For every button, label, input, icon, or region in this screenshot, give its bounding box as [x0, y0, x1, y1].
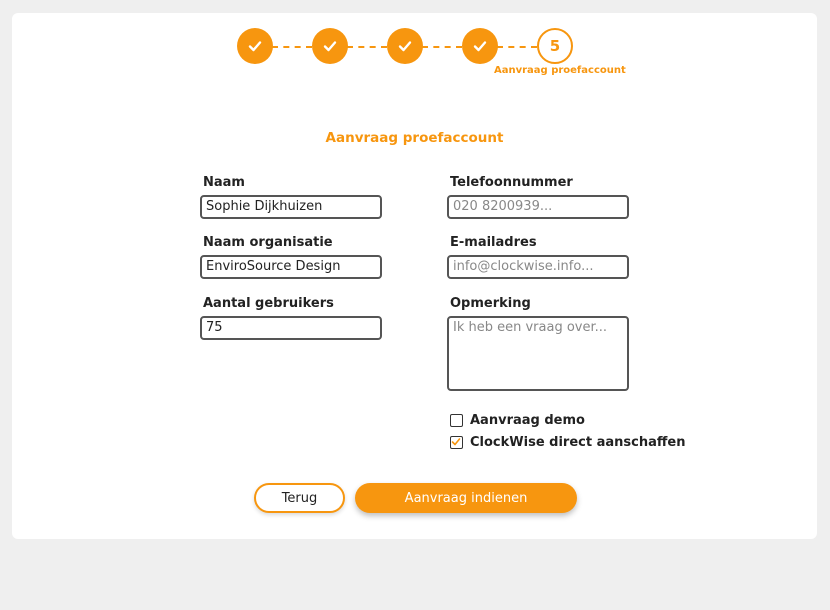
check-icon — [247, 38, 263, 54]
back-button[interactable]: Terug — [254, 483, 345, 513]
form-title: Aanvraag proefaccount — [325, 130, 504, 146]
step-connector — [422, 46, 462, 48]
naam-label: Naam — [203, 175, 245, 190]
demo-checkbox[interactable] — [450, 414, 463, 427]
demo-checkbox-label: Aanvraag demo — [470, 413, 585, 428]
check-icon — [397, 38, 413, 54]
submit-button[interactable]: Aanvraag indienen — [355, 483, 577, 513]
step-3[interactable] — [387, 28, 423, 64]
gebruikers-label: Aantal gebruikers — [203, 296, 334, 311]
telefoon-input[interactable]: 020 8200939... — [447, 195, 629, 219]
check-icon — [472, 38, 488, 54]
gebruikers-input[interactable]: 75 — [200, 316, 382, 340]
demo-checkbox-row[interactable] — [450, 413, 585, 428]
step-connector — [497, 46, 537, 48]
organisatie-input[interactable]: EnviroSource Design — [200, 255, 382, 279]
direct-checkbox-row[interactable] — [450, 435, 685, 450]
step-connector — [347, 46, 387, 48]
email-label: E-mailadres — [450, 235, 537, 250]
step-caption: Aanvraag proefaccount — [494, 65, 626, 76]
opmerking-label: Opmerking — [450, 296, 531, 311]
naam-input[interactable]: Sophie Dijkhuizen — [200, 195, 382, 219]
opmerking-textarea[interactable]: Ik heb een vraag over... — [447, 316, 629, 391]
organisatie-label: Naam organisatie — [203, 235, 333, 250]
direct-checkbox[interactable] — [450, 436, 463, 449]
telefoon-label: Telefoonnummer — [450, 175, 573, 190]
step-5-number: 5 — [549, 37, 561, 55]
check-icon — [451, 437, 461, 447]
check-icon — [322, 38, 338, 54]
form-card — [12, 13, 817, 539]
step-2[interactable] — [312, 28, 348, 64]
step-1[interactable] — [237, 28, 273, 64]
step-4[interactable] — [462, 28, 498, 64]
direct-checkbox-label: ClockWise direct aanschaffen — [470, 435, 686, 450]
email-input[interactable]: info@clockwise.info... — [447, 255, 629, 279]
step-5 — [537, 28, 573, 64]
step-connector — [272, 46, 312, 48]
